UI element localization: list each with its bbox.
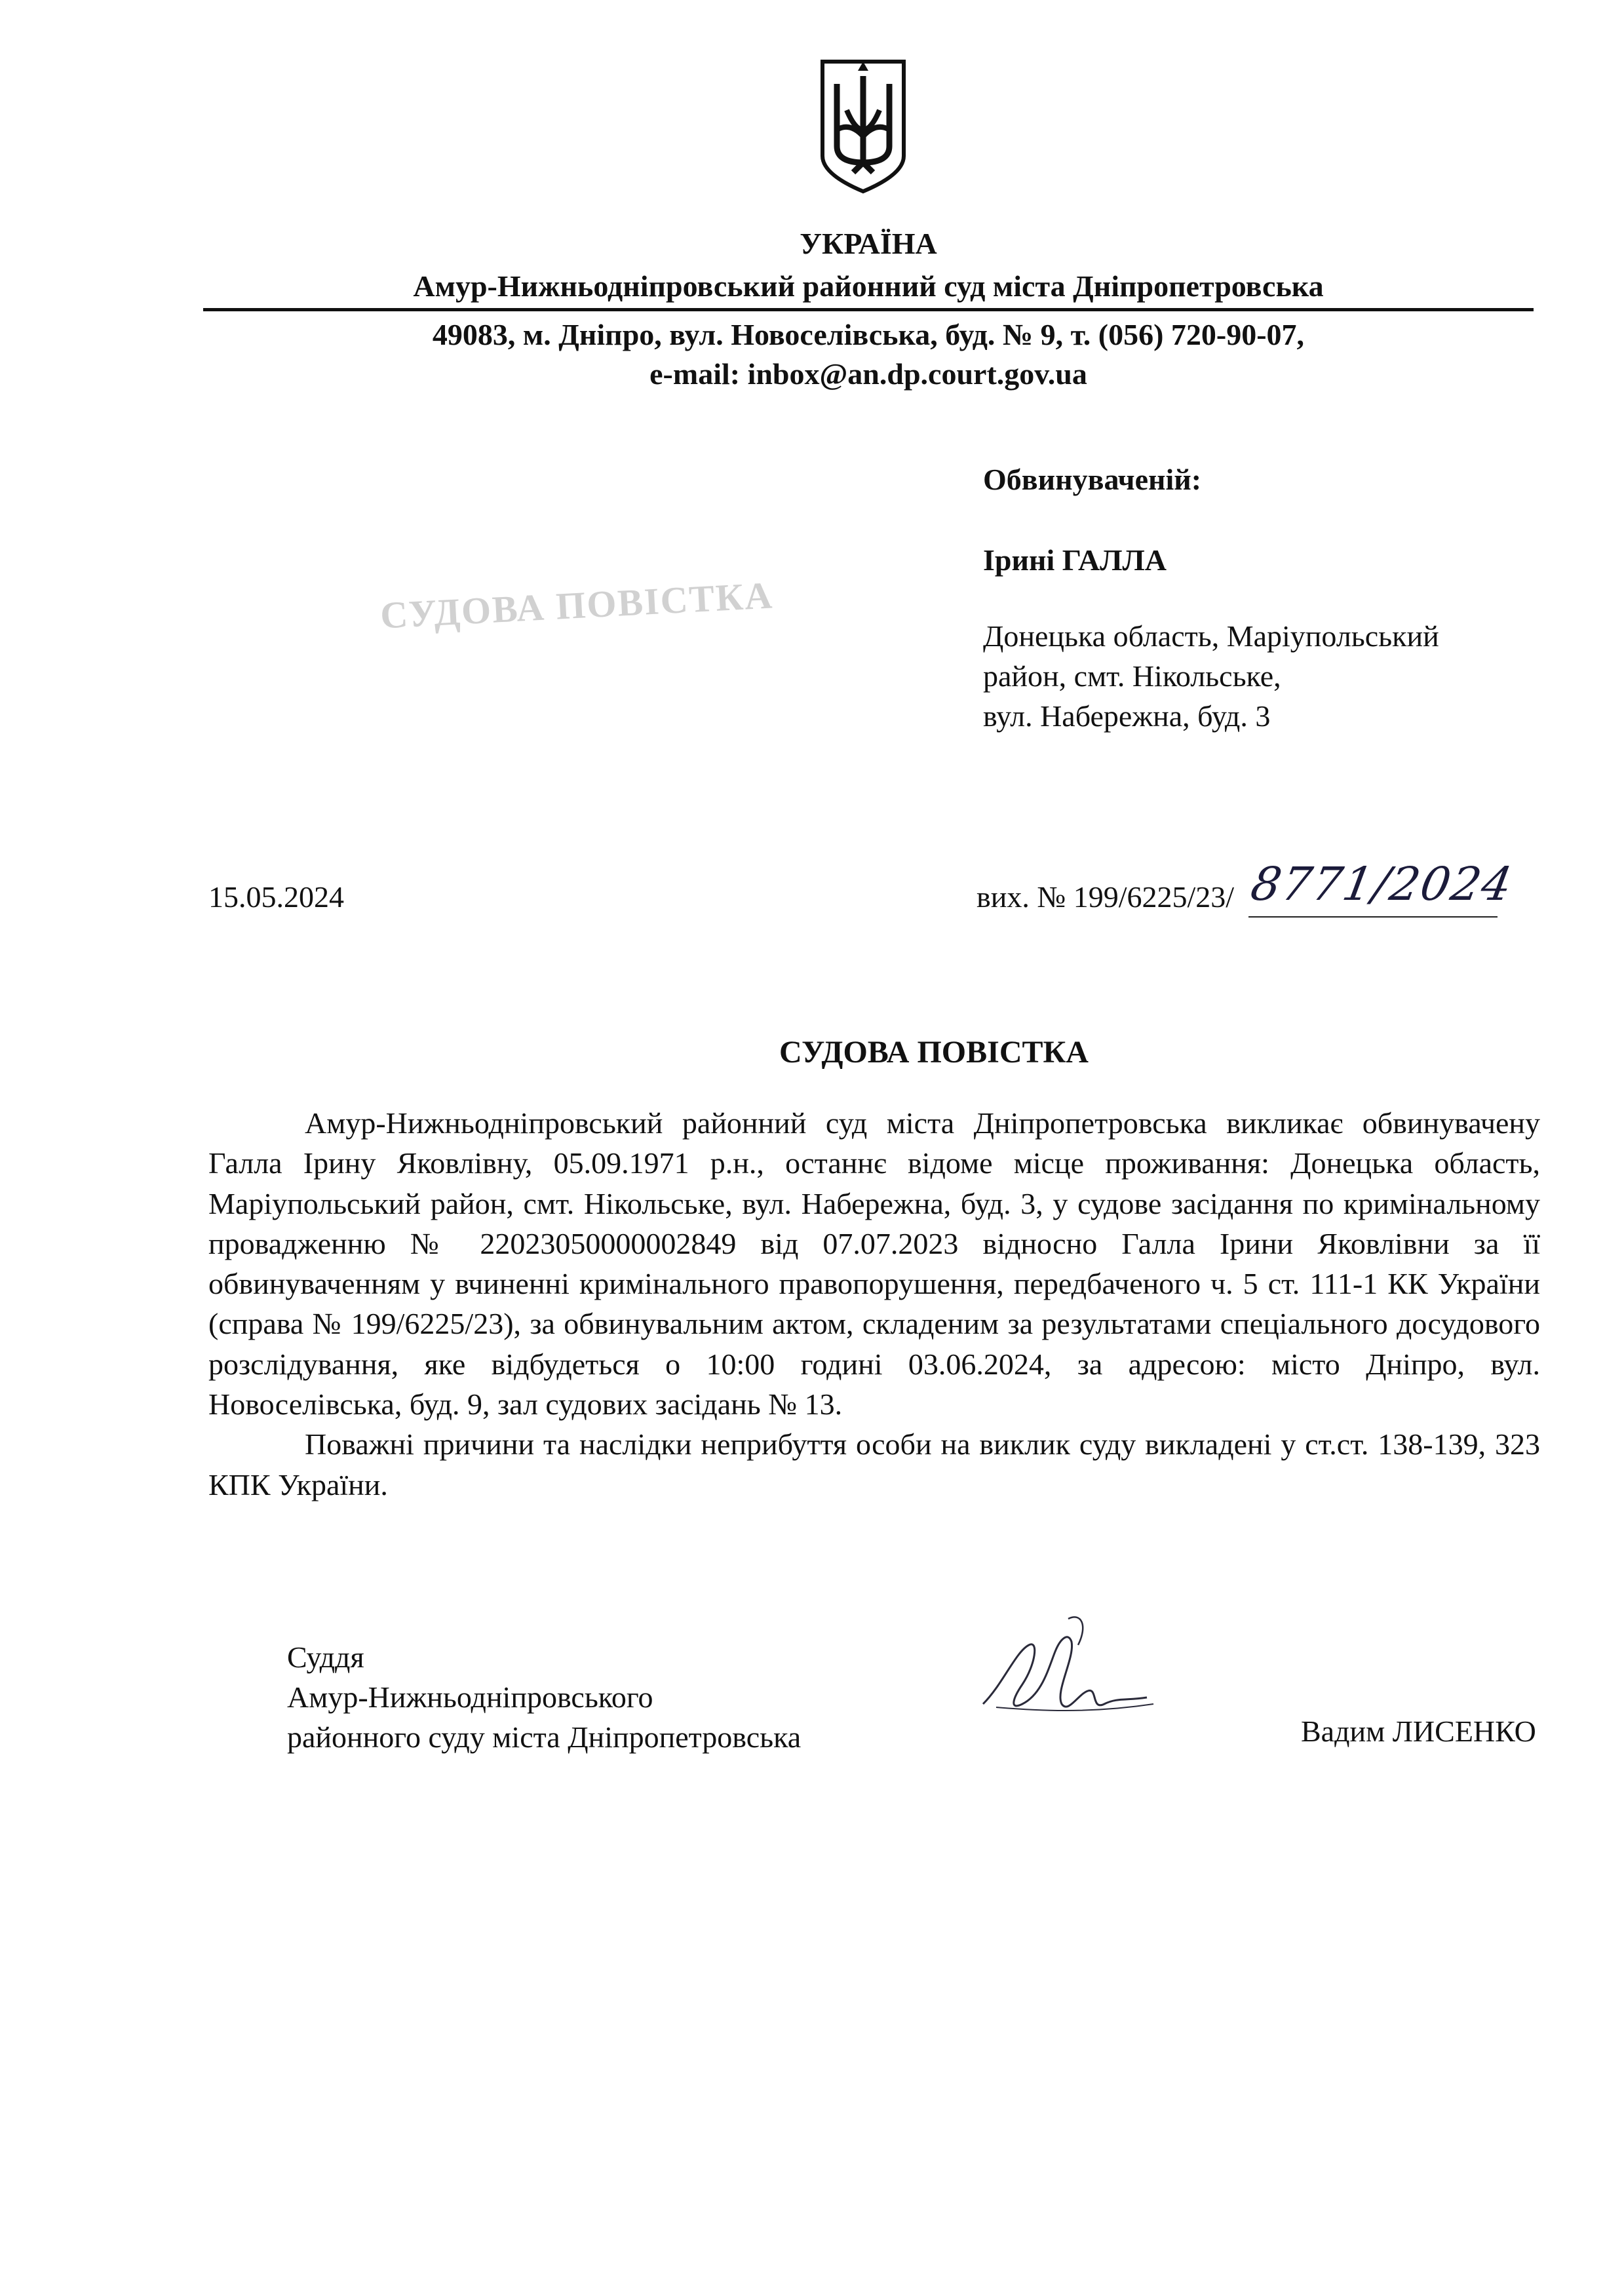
document-body [208,1103,1540,1505]
signature-block [287,1637,801,1757]
outgoing-number: вих. № 199/6225/23/ [976,880,1235,914]
faded-stamp: СУДОВА ПОВІСТКА [379,573,775,637]
signature-title-line: Амур-Нижньодніпровського [287,1680,653,1714]
recipient-address-line: район, смт. Нікольське, [983,659,1281,693]
header-country: УКРАЇНА [800,227,937,260]
handwritten-signature-icon [957,1606,1173,1737]
recipient-address [983,616,1439,736]
header-court-name: Амур-Нижньодніпровський районний суд міста Дніпропетровська [413,269,1324,303]
handwritten-number: 8771/2024 [1247,857,1518,911]
header-address: 49083, м. Дніпро, вул. Новоселівська, буд. № 9, т. (056) 720-90-07, [432,318,1305,351]
signature-title-line: Суддя [287,1640,364,1674]
coat-of-arms-icon [817,58,909,195]
signature-title-line: районного суду міста Дніпропетровська [287,1720,802,1754]
body-paragraph: Поважні причини та наслідки неприбуття особи на виклик суду викладені у ст.ст. 138-139, 323 КПК України. [208,1427,1540,1501]
document-date: 15.05.2024 [208,880,344,914]
body-paragraph: Амур-Нижньодніпровський районний суд міста Дніпропетровська викликає обвинувачену Галла Ірину Яковлівну, 05.09.1971 р.н., останнє відоме місце проживання: Донецька область, Маріупольський район, смт. Нікольське, вул. Набережна, буд. 3, у судове засідання по кримінальному провадженню № 22023050000002849 від 07.07.2023 відносно Галла Ірини Яковлівни за її обвинуваченням у вчиненні кримінального правопорушення, передбаченого ч. 5 ст. 111-1 КК України (справа № 199/6225/23), за обвинувальним актом, складеним за результатами спеціального досудового розслідування, яке відбудеться о 10:00 годині 03.06.2024, за адресою: місто Дніпро, вул. Новоселівська, буд. 9, зал судових засідань № 13. [208,1106,1540,1422]
recipient-address-line: Донецька область, Маріупольський [983,619,1439,653]
outgoing-number-underline [1248,916,1498,918]
recipient-name: Ірині ГАЛЛА [983,543,1167,577]
recipient-label: Обвинуваченій: [983,463,1202,496]
signer-name: Вадим ЛИСЕНКО [1301,1714,1536,1748]
header-divider [203,308,1534,311]
recipient-address-line: вул. Набережна, буд. 3 [983,699,1271,733]
document-title: СУДОВА ПОВІСТКА [779,1035,1089,1070]
header-email: e-mail: inbox@an.dp.court.gov.ua [649,357,1087,391]
